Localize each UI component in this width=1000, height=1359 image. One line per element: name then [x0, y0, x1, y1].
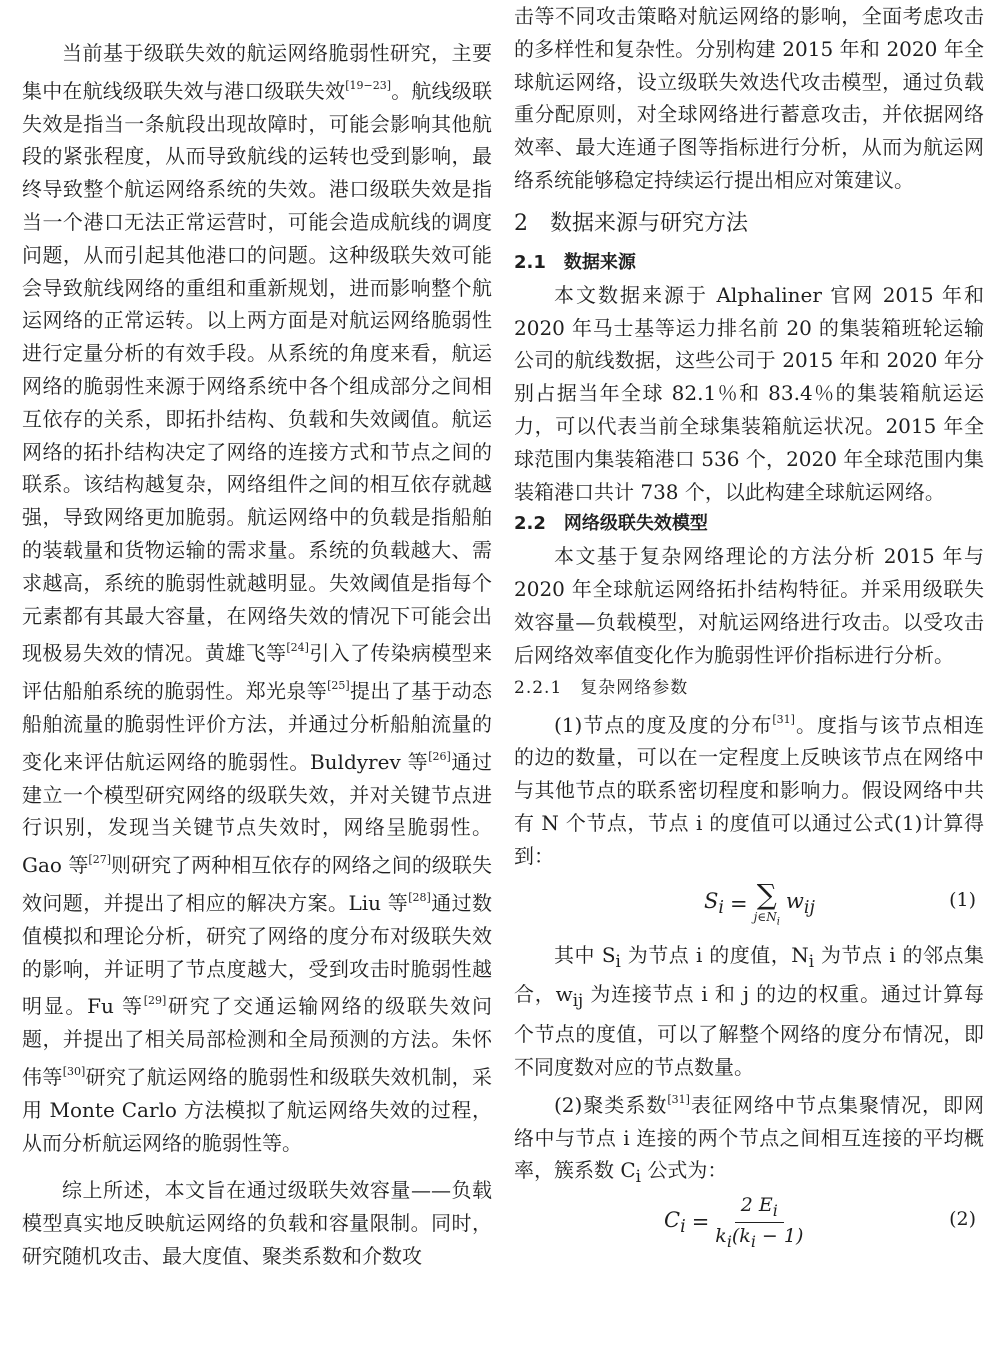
- text-run: 则研究了两种相互依存的网络之间的级联失效问题，并提出了相应的解决方案。Liu 等: [22, 853, 492, 915]
- eq-var: (k: [731, 1224, 751, 1247]
- text-run: (1)节点的度及度的分布: [554, 712, 773, 737]
- text-sub: ij: [572, 991, 584, 1011]
- eq-var: k: [715, 1224, 727, 1247]
- citation: [31]: [772, 712, 795, 726]
- equation-number: (2): [949, 1208, 976, 1231]
- eq-var: C: [664, 1207, 681, 1232]
- eq-var: 2 E: [740, 1194, 773, 1217]
- text-run: (2)聚类系数: [554, 1092, 668, 1117]
- text-run: 引入了传染病模型来评估船舶系统的脆弱性。郑光泉等: [22, 641, 492, 704]
- eq-term: [786, 889, 815, 918]
- section-heading-2: 2 数据来源与研究方法: [514, 210, 748, 236]
- left-column: [22, 0, 492, 1359]
- paragraph-summary: 综上所述，本文旨在通过级联失效容量——负载模型真实地反映航运网络的负载和容量限制。同时，研究随机攻击、最大度值、聚类系数和介数攻: [22, 1178, 492, 1268]
- text-run: 通过数值模拟和理论分析，研究了网络的度分布对级联失效的影响，并证明了节点度越大，受到攻击时脆弱性越明显。Fu 等: [22, 890, 492, 1019]
- paragraph-where: [514, 939, 984, 1084]
- equation-1: [514, 873, 984, 939]
- text-run: 。度指与该节点相连的边的数量，可以在一定程度上反映该节点在网络中与其他节点的联系密切程度和影响力。假设网络中共有 N 个节点，节点 i 的度值可以通过公式(1)计算得到：: [514, 712, 984, 868]
- sum-index-text: j∈N: [753, 909, 777, 924]
- text-run: 为节点 i 的邻点集合，w: [514, 942, 984, 1007]
- text-run: 表征网络中节点集聚情况，即网络中与节点 i 连接的两个节点之间相互连接的平均概率，簇系数 C: [514, 1092, 984, 1183]
- text-run: 通过建立一个模型研究网络的级联失效，并对关键节点进行识别，发现当关键节点失效时，网络呈脆弱性。Gao 等: [22, 749, 492, 878]
- eq-sub: ij: [803, 898, 815, 919]
- fraction: [715, 1194, 803, 1251]
- text-run: 其中 S: [554, 942, 616, 967]
- text-sub: i: [635, 1167, 641, 1187]
- eq-var: S: [704, 889, 719, 914]
- section-heading-2-1: 2.1 数据来源: [514, 251, 636, 273]
- text-run: 研究了交通运输网络的级联失效问题，并提出了相关局部检测和全局预测的方法。朱怀伟等: [22, 994, 492, 1089]
- citation: [19−23]: [345, 78, 391, 92]
- denominator: [715, 1223, 803, 1251]
- text-run: 。航线级联失效是指当一条航段出现故障时，可能会影响其他航段的紧张程度，从而导致航线的运转也受到影响，最终导致整个航运网络系统的失效。港口级联失效是指当一个港口无法正常运营时，可能会造成航线的调度问题，从而引起其他港口的问题。这种级联失效可能会导致航线网络的重组和重新规划，进而影响整个航运网络的正常运转。以上两方面是对航运网络脆弱性进行定量分析的有效手段。从系统的角度来看，航运网络的脆弱性来源于网络系统中各个组成部分之间相互依存的关系，即拓扑结构、负载和失效阈值。航运网络的拓扑结构决定了网络的连接方式和节点之间的联系。该结构越复杂，网络组件之间的相互依存就越强，导致网络更加脆弱。航运网络中的负载是指船舶的装载量和货物运输的需求量。系统的负载越大、需求越高，系统的脆弱性就越明显。失效阈值是指每个元素都有其最大容量，在网络失效的情况下可能会出现极易失效的情况。黄雄飞等: [22, 78, 492, 666]
- eq-var: w: [785, 889, 804, 914]
- equation-2: [514, 1194, 984, 1260]
- eq-symbol: [664, 1208, 686, 1237]
- text-run: 研究了航运网络的脆弱性和级联失效机制，采用 Monte Carlo 方法模拟了航运网络失效的过程，从而分析航运网络的脆弱性等。: [22, 1064, 492, 1155]
- citation: [30]: [62, 1064, 86, 1078]
- text-sub: i: [615, 951, 621, 971]
- equation-number: (1): [949, 888, 976, 911]
- citation: [31]: [667, 1092, 690, 1106]
- paragraph-cascade-failure: [22, 37, 492, 1159]
- text-run: 当前基于级联失效的航运网络脆弱性研究，主要集中在航线级联失效与港口级联失效: [22, 41, 492, 103]
- eq-sub: i: [772, 1200, 778, 1220]
- citation: [25]: [327, 679, 350, 693]
- eq-sub: i: [750, 1231, 756, 1251]
- eq-operator: =: [691, 1210, 710, 1235]
- text-run: 提出了基于动态船舶流量的脆弱性评价方法，并通过分析船舶流量的变化来评估航运网络的脆弱性。Buldyrev 等: [22, 679, 492, 774]
- section-heading-2-2-1: 2.2.1 复杂网络参数: [514, 677, 689, 698]
- eq-sub: i: [726, 1231, 732, 1251]
- right-column: [514, 0, 984, 1359]
- sum-symbol: [753, 877, 780, 927]
- paragraph-continued: 击等不同攻击策略对航运网络的影响，全面考虑攻击的多样性和复杂性。分别构建 2015 年和 2020 年全球航运网络，设立级联失效迭代攻击模型，通过负载重分配原则，对全球网络进行蓄意攻击，并依据网络效率、最大连通子图等指标进行分析，从而为航运网络系统能够稳定持续运行提出相应对策建议。: [514, 4, 984, 192]
- paragraph-clustering: [514, 1084, 984, 1194]
- sum-sign: ∑: [756, 877, 777, 911]
- citation: [24]: [286, 641, 309, 655]
- text-run: 为连接节点 i 和 j 的边的权重。通过计算每个节点的度值，可以了解整个网络的度分布情况，即不同度数对应的节点数量。: [514, 982, 984, 1079]
- citation: [29]: [143, 994, 167, 1008]
- eq-sub: i: [718, 898, 724, 919]
- paragraph-degree: [514, 704, 984, 873]
- text-run: 公式为：: [641, 1158, 728, 1183]
- eq-var: − 1): [755, 1224, 804, 1247]
- eq-operator: =: [730, 891, 748, 916]
- sum-index: [754, 911, 780, 927]
- sum-index-sub: i: [776, 915, 780, 927]
- citation: [26]: [428, 749, 451, 763]
- eq-sub: i: [680, 1217, 686, 1237]
- citation: [27]: [88, 853, 111, 867]
- paragraph-model: 本文基于复杂网络理论的方法分析 2015 年与 2020 年全球航运网络拓扑结构特征。并采用级联失效容量—负载模型，对航运网络进行攻击。以受攻击后网络效率值变化作为脆弱性评价指标进行分析。: [514, 544, 984, 667]
- paragraph-data-source: 本文数据来源于 Alphaliner 官网 2015 年和 2020 年马士基等运力排名前 20 的集装箱班轮运输公司的航线数据，这些公司于 2015 年和 2020 年分别占据当年全球 82.1％和 83.4％的集装箱航运运力，可以代表当前全球集装箱航运状况。2015 年全球范围内集装箱港口 536 个，2020 年全球范围内集装箱港口共计 738 个，以此构建全球航运网络。: [514, 282, 984, 504]
- text-sub: i: [808, 951, 815, 971]
- citation: [28]: [408, 890, 431, 904]
- text-run: 为节点 i 的度值，N: [620, 942, 809, 967]
- eq-symbol: [704, 889, 724, 918]
- numerator: [735, 1194, 784, 1223]
- section-heading-2-2: 2.2 网络级联失效模型: [514, 513, 708, 535]
